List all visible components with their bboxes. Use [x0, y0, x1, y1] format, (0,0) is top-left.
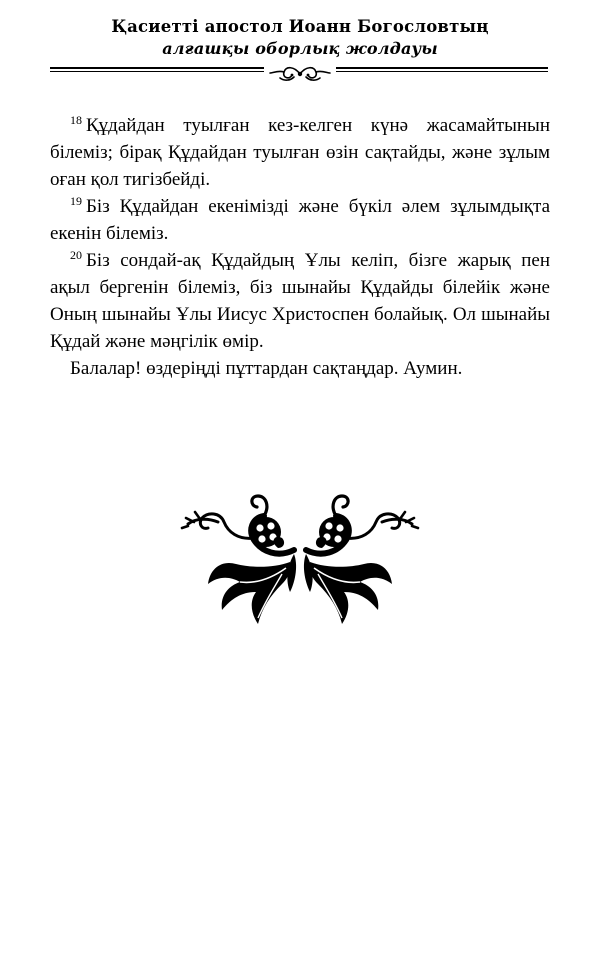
header-title-line1: Қасиетті апостол Иоанн Богословтың	[111, 17, 489, 36]
verse-number: 18	[70, 113, 82, 127]
verse-text: Біз сондай-ақ Құдайдың Ұлы келіп, бізге жарық пен ақыл бергенін білеміз, біз шынайы Құдайды білейік және Оның шынайы Ұлы Иисус Христоспен болайық. Ол шынайы Құдай және мәңгілік өмір.	[50, 250, 550, 352]
verse-18	[50, 112, 550, 193]
verse-number: 19	[70, 194, 82, 208]
verse-20	[50, 247, 550, 355]
verse-19	[50, 193, 550, 247]
verse-text: Біз Құдайдан екенімізді және бүкіл әлем зұлымдықта екенін білеміз.	[50, 196, 550, 244]
page-header	[50, 16, 550, 60]
closing-line	[50, 355, 550, 382]
verse-text: Құдайдан туылған кез-келген күнә жасамайтынын білеміз; бірақ Құдайдан туылған өзін сақтайды, және зұлым оған қол тигізбейді.	[50, 115, 550, 190]
verse-number: 20	[70, 248, 82, 262]
closing-text: Балалар! өздеріңді пұттардан сақтаңдар. Аумин.	[70, 358, 463, 379]
epistle-text	[50, 112, 550, 382]
header-title-line2: алғашқы оборлық жолдауы	[162, 39, 438, 58]
scroll-flourish-icon	[264, 62, 336, 84]
floral-vignette-icon	[178, 488, 422, 636]
